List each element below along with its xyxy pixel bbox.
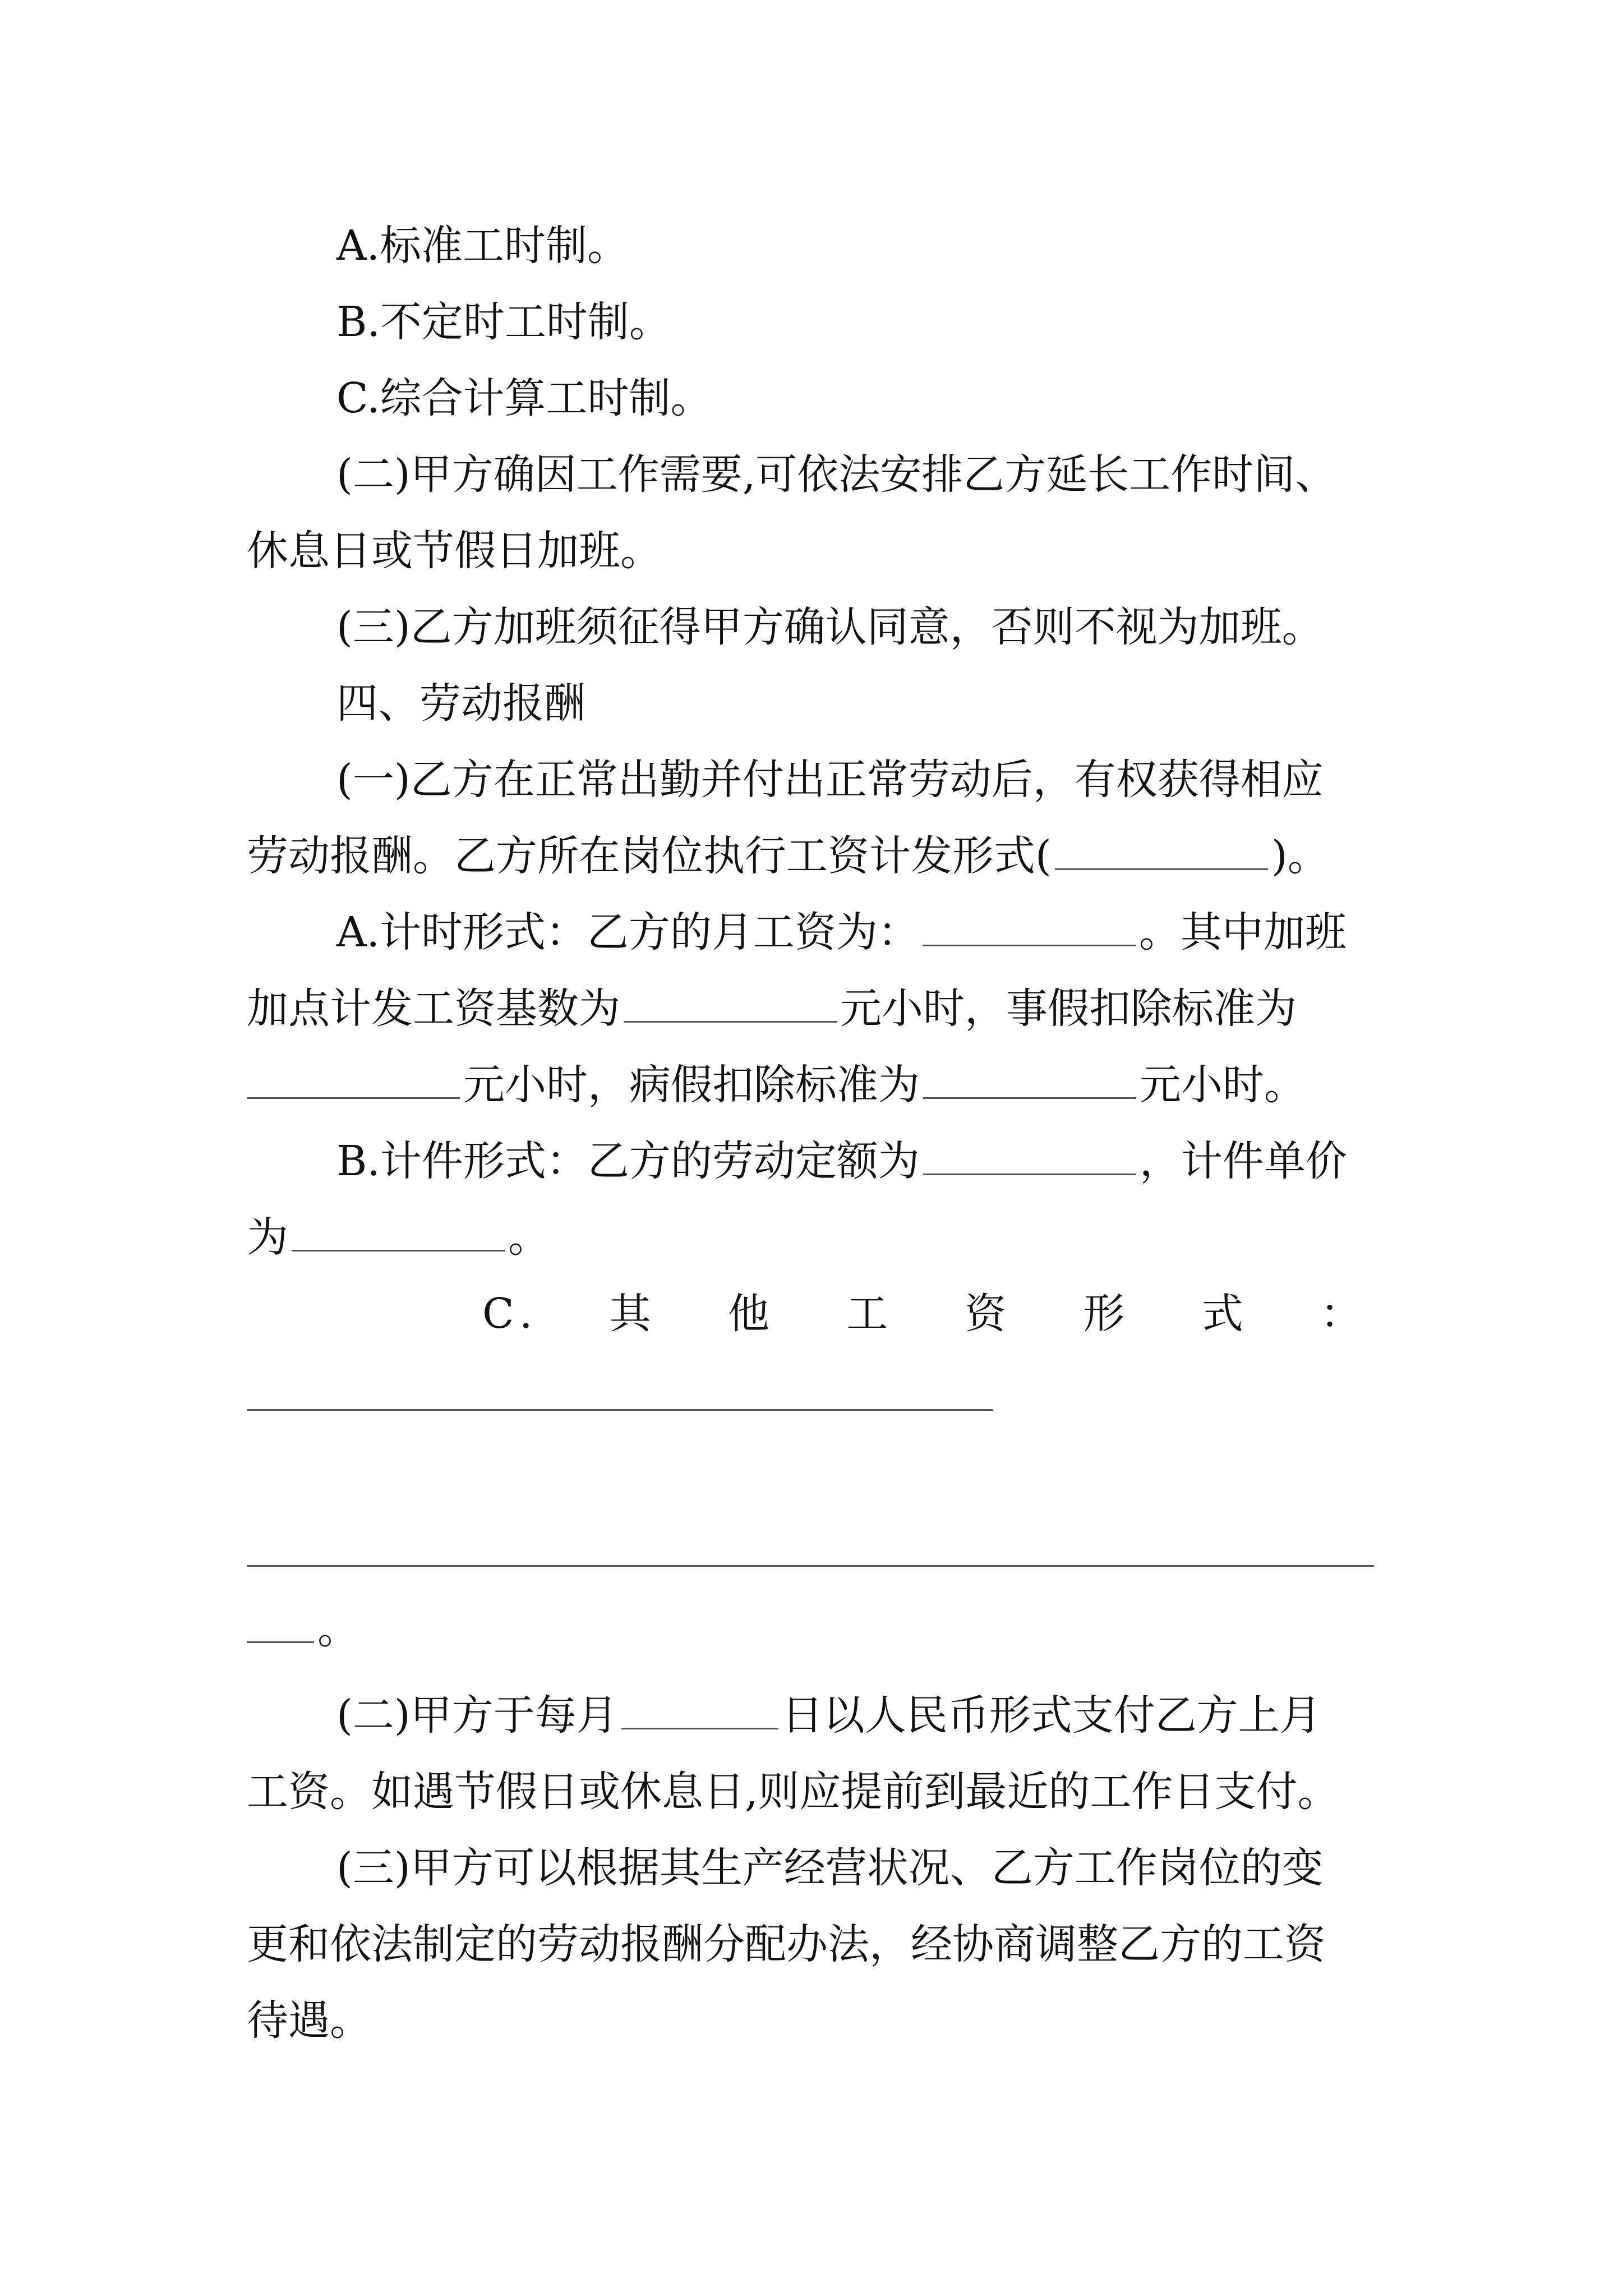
piece-rate-label: B.计件形式：乙方的劳动定额为 — [336, 1137, 920, 1185]
pay-day-label: (二)甲方于每月 — [336, 1691, 618, 1740]
labor-quota-blank[interactable] — [923, 1136, 1136, 1175]
piece-rate-price — [247, 1199, 1396, 1276]
clause-overtime-arrangement: (二)甲方确因工作需要,可依法安排乙方延长工作时间、 — [336, 450, 1337, 499]
personal-leave-label: 元小时，事假扣除标准为 — [840, 984, 1297, 1033]
sick-leave-deduction-blank[interactable] — [923, 1060, 1136, 1099]
clause-remuneration-right: (一)乙方在正常出勤并付出正常劳动后，有权获得相应 — [336, 756, 1324, 804]
other-wage-blank-line-3[interactable] — [247, 1604, 314, 1643]
other-wage-blank-end — [247, 1591, 1396, 1667]
other-wage-char: 资 — [965, 1290, 1013, 1338]
time-rate-deductions — [247, 1047, 1396, 1123]
clause-pay-day-cont: 工资。如遇节假日或休息日,则应提前到最近的工作日支付。 — [247, 1768, 1339, 1816]
time-rate-label: A.计时形式：乙方的月工资为： — [336, 908, 919, 956]
clause-overtime-arrangement-cont: 休息日或节假日加班。 — [247, 527, 662, 575]
monthly-wage-blank[interactable] — [923, 907, 1136, 946]
other-wage-form — [482, 1276, 1368, 1352]
other-wage-blank-line-1[interactable] — [247, 1409, 993, 1411]
option-c-comprehensive-hours: C.综合计算工时制。 — [336, 374, 712, 422]
other-wage-char: 他 — [727, 1290, 776, 1338]
piece-price-label: ，计件单价 — [1139, 1137, 1347, 1185]
time-rate-overtime-base — [247, 970, 1396, 1047]
other-wage-char: 形 — [1083, 1290, 1132, 1338]
clause-pay-form-end: )。 — [1271, 832, 1329, 880]
personal-leave-deduction-blank[interactable] — [247, 1060, 460, 1099]
clause-overtime-approval: (三)乙方加班须征得甲方确认同意，否则不视为加班。 — [336, 603, 1324, 651]
other-wage-end: 。 — [317, 1605, 359, 1653]
clause-wage-adjustment: (三)甲方可以根据其生产经营状况、乙方工作岗位的变 — [336, 1844, 1324, 1892]
clause-pay-day — [336, 1677, 1396, 1754]
piece-price-blank[interactable] — [292, 1212, 505, 1251]
clause-pay-form-text: 劳动报酬。乙方所在岗位执行工资计发形式( — [247, 832, 1052, 880]
pay-form-blank[interactable] — [1055, 831, 1268, 870]
sick-leave-label: 元小时，病假扣除标准为 — [463, 1061, 920, 1109]
sick-leave-unit: 元小时。 — [1140, 1061, 1306, 1109]
other-wage-blank-line-2[interactable] — [247, 1565, 1374, 1567]
clause-wage-adjustment-cont: 更和依法制定的劳动报酬分配办法，经协商调整乙方的工资 — [247, 1920, 1326, 1968]
piece-rate-quota — [336, 1123, 1396, 1199]
time-rate-overtime: 。其中加班 — [1138, 908, 1347, 956]
pay-day-blank[interactable] — [621, 1690, 778, 1729]
other-wage-char: ： — [1320, 1290, 1368, 1338]
pay-day-rest: 日以人民币形式支付乙方上月 — [781, 1691, 1321, 1740]
overtime-base-label: 加点计发工资基数为 — [247, 984, 620, 1033]
piece-price-prefix: 为 — [247, 1213, 288, 1262]
option-b-flexible-hours: B.不定时工时制。 — [336, 298, 671, 346]
other-wage-char: C. — [482, 1290, 540, 1338]
clause-pay-form — [247, 818, 1396, 894]
other-wage-char: 式 — [1201, 1290, 1250, 1338]
option-a-standard-hours: A.标准工时制。 — [336, 222, 629, 270]
section-heading-remuneration: 四、劳动报酬 — [336, 679, 585, 728]
overtime-base-blank[interactable] — [624, 983, 837, 1023]
time-rate-monthly — [336, 894, 1396, 970]
piece-price-end: 。 — [508, 1213, 550, 1262]
other-wage-char: 其 — [609, 1290, 658, 1338]
other-wage-char: 工 — [846, 1290, 895, 1338]
clause-wage-adjustment-end: 待遇。 — [247, 1996, 371, 2045]
